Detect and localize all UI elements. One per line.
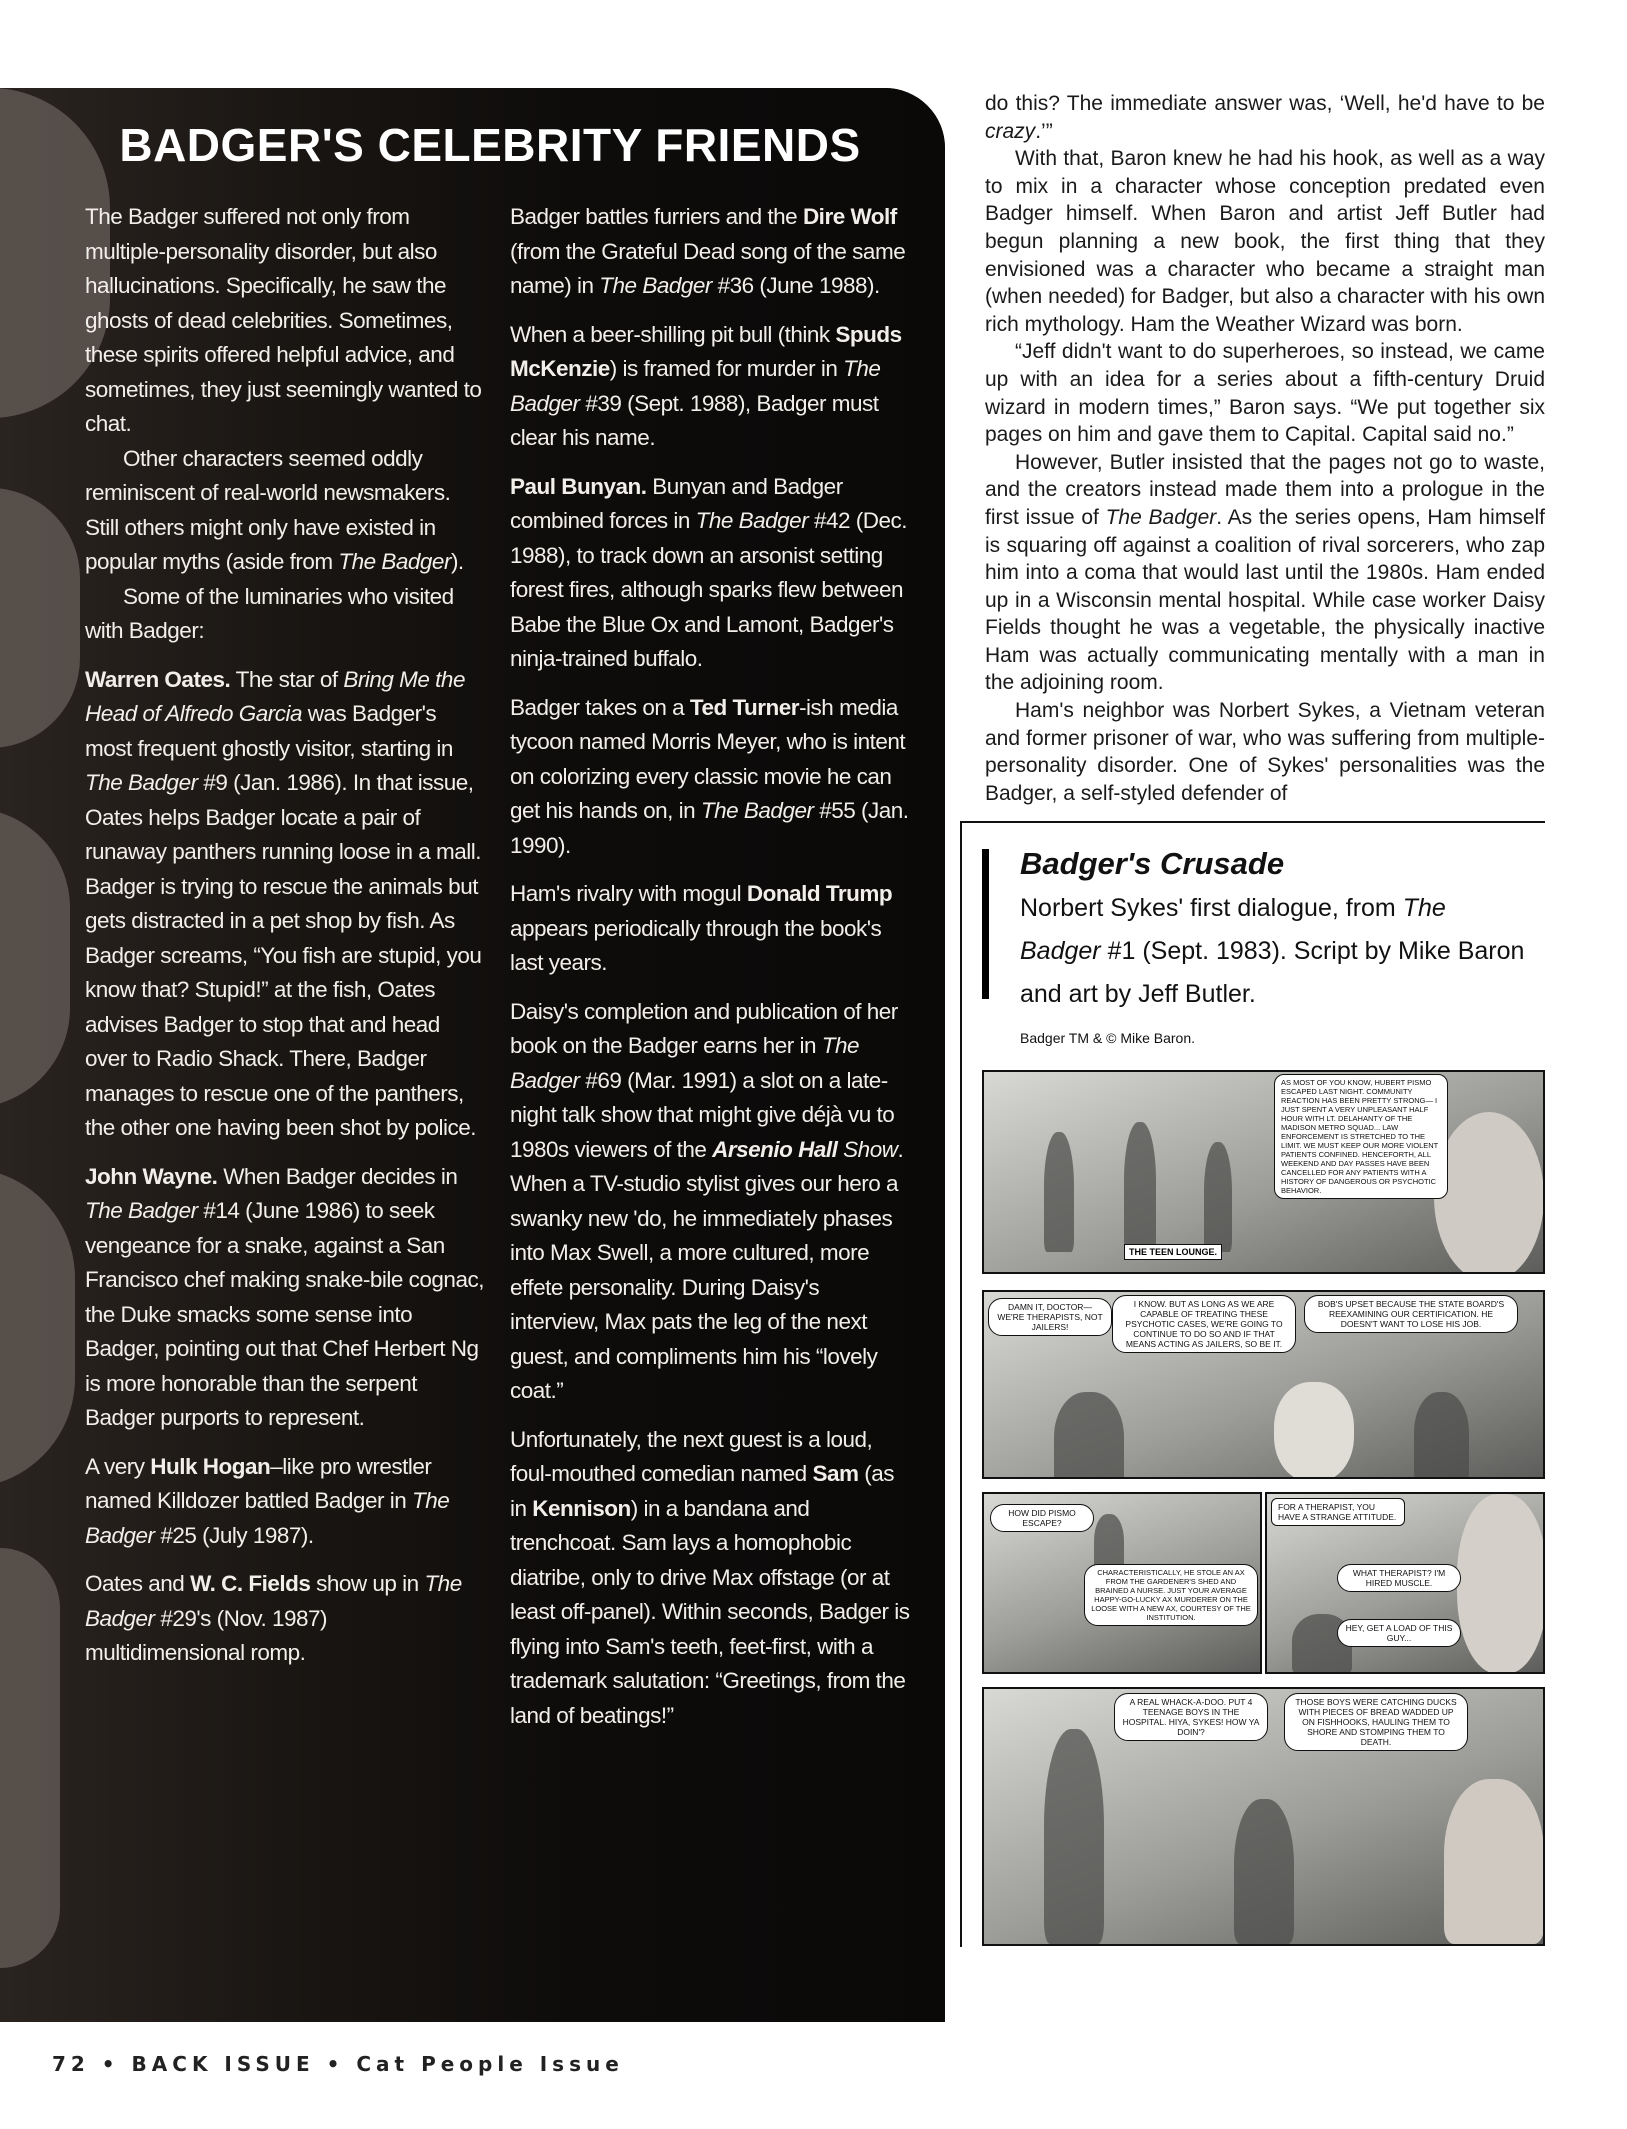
figure xyxy=(1274,1382,1354,1479)
text-run: ) in a bandana and trenchcoat. Sam lays a homophobic diatribe, only to drive Max offstage (or at least off-panel). Within seconds, Badger is flying into Sam's teeth, feet-first, with a trademark salutation: “Greetings, from the land of beatings!” xyxy=(510,1495,910,1728)
text-run: #69 (Mar. 1991) a slot on a late-night talk show that might give déjà vu to 1980s viewers of the xyxy=(510,1067,895,1162)
comic-panel-2 xyxy=(982,1290,1545,1479)
comic-panel-3 xyxy=(982,1492,1262,1674)
text-run: With that, Baron knew he had his hook, as well as a way to mix in a character whose conception predated even Badger himself. When Baron and artist Jeff Butler had begun planning a new book, the first thing that they envisioned was a character who became a straight man (when needed) for Badger, but also a character with his own rich mythology. Ham the Weather Wizard was born. xyxy=(985,147,1545,336)
italic-title: The Badger xyxy=(599,273,712,298)
italic-title: The Badger xyxy=(510,1033,860,1093)
comic-panel-4 xyxy=(1265,1492,1545,1674)
paragraph xyxy=(985,449,1545,697)
speech-balloon: HEY, GET A LOAD OF THIS GUY... xyxy=(1337,1619,1461,1647)
panel-caption: THE TEEN LOUNGE. xyxy=(1124,1244,1222,1260)
paragraph xyxy=(985,338,1545,448)
image-caption xyxy=(1020,841,1530,1046)
bold-name: Dire Wolf xyxy=(802,204,897,229)
right-column xyxy=(960,90,1545,1947)
text-run: Ham's rivalry with mogul xyxy=(510,881,747,906)
paragraph xyxy=(85,663,485,1146)
page-footer: 72 • BACK ISSUE • Cat People Issue xyxy=(52,2052,624,2076)
text-run: The star of xyxy=(230,666,344,692)
text-run: “Jeff didn't want to do superheroes, so instead, we came up with an idea for a series about a fifth-century Druid wizard in modern times,” Baron says. “We put together six pages on him and gave them to Capital. Capital said no.” xyxy=(985,340,1545,447)
text-run: Some of the luminaries who visited with Badger: xyxy=(85,583,454,643)
paragraph xyxy=(510,470,910,677)
doctor-face xyxy=(1434,1112,1544,1274)
paragraph xyxy=(510,877,910,981)
italic-title: Show xyxy=(837,1136,898,1162)
text-run: #14 (June 1986) to seek vengeance for a snake, against a San Francisco chef making snake-bile cognac, the Duke smacks some sense into Badger, pointing out that Chef Herbert Ng is more honorable than the serpent Badger purports to represent. xyxy=(85,1198,484,1430)
bold-name: Hulk Hogan xyxy=(150,1453,271,1479)
paragraph xyxy=(85,1567,485,1671)
figure xyxy=(1204,1142,1232,1252)
italic-title: The Badger xyxy=(700,798,814,823)
speech-balloon: HOW DID PISMO ESCAPE? xyxy=(990,1504,1094,1532)
italic-title: The Badger xyxy=(1105,505,1217,529)
body-text-column xyxy=(985,90,1545,807)
figure xyxy=(1054,1392,1124,1479)
text-run: When a beer-shilling pit bull (think xyxy=(510,321,836,347)
bold-name: John Wayne. xyxy=(85,1163,218,1189)
caption-description xyxy=(1020,887,1530,1016)
logo-letter-shape xyxy=(0,1548,60,1968)
bold-name: Paul Bunyan. xyxy=(510,473,647,499)
figure xyxy=(1234,1799,1294,1944)
paragraph xyxy=(985,90,1545,145)
text-run: However, Butler insisted that the pages not go to waste, and the creators instead made them into a prologue in the first issue of xyxy=(985,450,1545,529)
text-run: -ish media tycoon named Morris Meyer, who is intent on colorizing every classic movie he can get his hands on, in xyxy=(510,694,906,823)
text-run: When Badger decides in xyxy=(217,1163,458,1189)
sidebar-box xyxy=(960,821,1545,1947)
text-run: Bunyan and Badger combined forces in xyxy=(510,473,843,533)
text-run: #1 (Sept. 1983). Script by Mike Baron and art by Jeff Butler. xyxy=(1020,937,1525,1009)
text-run: Other characters seemed oddly reminiscent of real-world newsmakers. Still others might only have existed in popular myths (aside from xyxy=(85,445,451,574)
bold-name: Donald Trump xyxy=(746,881,893,906)
speech-balloon: I KNOW. BUT AS LONG AS WE ARE CAPABLE OF TREATING THESE PSYCHOTIC CASES, WE'RE GOING TO CONTINUE TO DO SO AND IF THAT MEANS ACTING AS JAILERS, SO BE IT. xyxy=(1112,1295,1296,1353)
bold-name: W. C. Fields xyxy=(190,1571,311,1596)
feature-title: BADGER'S CELEBRITY FRIENDS xyxy=(119,119,861,171)
bold-name: Sam xyxy=(812,1461,859,1486)
text-run: #39 (Sept. 1988), Badger must clear his name. xyxy=(510,390,879,450)
text-run: #42 (Dec. 1988), to track down an arsonist setting forest fires, although sparks flew between Babe the Blue Ox and Lamont, Badger's ninja-trained buffalo. xyxy=(510,508,907,671)
text-run: #9 (Jan. 1986). In that issue, Oates helps Badger locate a pair of runaway panthers running loose in a mall. Badger is trying to rescue the animals but gets distracted in a pet shop by fish. As Badger screams, “You fish are stupid, you know that? Stupid!” at the fish, Oates advises Badger to stop that and head over to Radio Shack. There, Badger manages to rescue one of the panthers, the other one having been shot by police. xyxy=(85,770,482,1140)
figure xyxy=(1124,1122,1156,1252)
figure xyxy=(1444,1779,1544,1944)
caption-title: Badger's Crusade xyxy=(1020,846,1285,882)
text-run: –like pro wrestler named Killdozer battled Badger in xyxy=(85,1453,432,1513)
caption-accent-bar xyxy=(982,849,989,999)
paragraph xyxy=(85,200,485,442)
paragraph xyxy=(85,580,485,649)
text-run: appears periodically through the book's last years. xyxy=(510,915,882,975)
text-run: Unfortunately, the next guest is a loud, foul-mouthed comedian named xyxy=(510,1426,873,1486)
text-run: #25 (July 1987). xyxy=(154,1522,314,1548)
paragraph xyxy=(510,200,910,304)
text-run: ). xyxy=(450,549,464,574)
text-run: A very xyxy=(85,1453,151,1479)
text-run: Norbert Sykes' first dialogue, from xyxy=(1020,894,1403,923)
italic-title: The Badger xyxy=(338,549,451,574)
text-run: Badger battles furriers and the xyxy=(510,204,803,229)
text-run: #55 (Jan. 1990). xyxy=(510,798,909,858)
speech-balloon: CHARACTERISTICALLY, HE STOLE AN AX FROM THE GARDENER'S SHED AND BRAINED A NURSE. JUST YOUR AVERAGE HAPPY-GO-LUCKY AX MURDERER ON THE LOOSE WITH A NEW AX, COURTESY OF THE INSTITUTION. xyxy=(1084,1564,1258,1626)
speech-balloon: BOB'S UPSET BECAUSE THE STATE BOARD'S REEXAMINING OUR CERTIFICATION. HE DOESN'T WANT TO LOSE HIS JOB. xyxy=(1304,1295,1518,1333)
copyright-credit: Badger TM & © Mike Baron. xyxy=(1020,1030,1196,1047)
italic-title: The Badger xyxy=(510,356,881,416)
comic-panel-1 xyxy=(982,1070,1545,1274)
italic-title: Bring Me the Head of Alfredo Garcia xyxy=(85,666,465,726)
text-run: Badger takes on a xyxy=(510,694,690,720)
text-run: #29's (Nov. 1987) multidimensional romp. xyxy=(85,1605,328,1665)
paragraph xyxy=(510,995,910,1409)
text-run: . When a TV-studio stylist gives our hero a swanky new 'do, he immediately phases into Max Swell, a more cultured, more effete personality. During Daisy's interview, Max pats the leg of the next guest, and compliments him his “lovely coat.” xyxy=(510,1136,904,1403)
speech-balloon: A REAL WHACK-A-DOO. PUT 4 TEENAGE BOYS IN THE HOSPITAL. HIYA, SYKES! HOW YA DOIN'? xyxy=(1114,1693,1268,1741)
comic-panel-5 xyxy=(982,1687,1545,1946)
bold-name: Ted Turner xyxy=(689,694,800,720)
text-run: do this? The immediate answer was, ‘Well, he'd have to be xyxy=(985,92,1545,115)
paragraph xyxy=(85,1450,485,1554)
paragraph xyxy=(510,691,910,864)
paragraph xyxy=(985,697,1545,807)
italic-title: The Badger xyxy=(695,508,809,533)
paragraph xyxy=(510,1423,910,1734)
bold-name: Arsenio Hall xyxy=(712,1136,838,1162)
paragraph xyxy=(985,145,1545,338)
figure xyxy=(1457,1494,1545,1674)
text-run: Oates and xyxy=(85,1571,191,1596)
text-run: #36 (June 1988). xyxy=(711,273,880,298)
text-run: Daisy's completion and publication of her book on the Badger earns her in xyxy=(510,998,898,1058)
feature-column-1 xyxy=(85,200,485,1685)
italic-title: The Badger xyxy=(85,770,198,795)
italic-title: crazy xyxy=(985,119,1036,143)
bold-name: Warren Oates. xyxy=(85,666,231,692)
text-run: . As the series opens, Ham himself is squaring off against a coalition of rival sorcerers, who zap him into a coma that would last until the 1980s. Ham ended up in a Wisconsin mental hospital. While case worker Daisy Fields thought he was a vegetable, the physically inactive Ham was actually communicating mentally with a man in the adjoining room. xyxy=(985,505,1545,695)
paragraph xyxy=(85,1160,485,1436)
speech-balloon: FOR A THERAPIST, YOU HAVE A STRANGE ATTITUDE. xyxy=(1271,1498,1405,1526)
bold-name: Kennison xyxy=(532,1495,631,1521)
speech-balloon: THOSE BOYS WERE CATCHING DUCKS WITH PIECES OF BREAD WADDED UP ON FISHHOOKS, HAULING THEM TO SHORE AND STOMPING THEM TO DEATH. xyxy=(1284,1693,1468,1751)
italic-title: The Badger xyxy=(85,1198,198,1223)
paragraph xyxy=(510,318,910,456)
text-run: (from the Grateful Dead song of the same name) in xyxy=(510,238,906,298)
italic-title: The Badger xyxy=(85,1488,450,1548)
speech-balloon: AS MOST OF YOU KNOW, HUBERT PISMO ESCAPED LAST NIGHT. COMMUNITY REACTION HAS BEEN PRETTY STRONG— I JUST SPENT A VERY UNPLEASANT HALF HOUR WITH LT. DELAHANTY OF THE MADISON METRO SQUAD... LAW ENFORCEMENT IS STRETCHED TO THE LIMIT. WE MUST KEEP OUR MORE VIOLENT PATIENTS CONFINED. HENCEFORTH, ALL WEEKEND AND DAY PASSES HAVE BEEN CANCELLED FOR ANY PATIENTS WITH A HISTORY OF DANGEROUS OR PSYCHOTIC BEHAVIOR. xyxy=(1274,1074,1448,1199)
speech-balloon: DAMN IT, DOCTOR— WE'RE THERAPISTS, NOT JAILERS! xyxy=(988,1298,1112,1336)
comic-page-image xyxy=(982,1070,1545,1947)
text-run: ) is framed for murder in xyxy=(609,356,844,381)
text-run: The Badger suffered not only from multiple-personality disorder, but also hallucinations. Specifically, he saw the ghosts of dead celebrities. Sometimes, these spirits offered helpful advice, and sometimes, they just seemingly wanted to chat. xyxy=(85,204,482,436)
italic-title: The Badger xyxy=(85,1571,462,1631)
figure xyxy=(1044,1132,1074,1252)
text-run: show up in xyxy=(310,1571,425,1596)
text-run: (as in xyxy=(510,1461,894,1521)
figure xyxy=(1044,1729,1104,1944)
text-run: .’” xyxy=(1035,119,1053,143)
text-run: Ham's neighbor was Norbert Sykes, a Vietnam veteran and former prisoner of war, who was suffering from multiple-personality disorder. One of Sykes' personalities was the Badger, a self-styled defender of xyxy=(985,699,1545,805)
italic-title: The Badger xyxy=(1020,894,1446,966)
speech-balloon: WHAT THERAPIST? I'M HIRED MUSCLE. xyxy=(1337,1564,1461,1592)
figure xyxy=(1414,1392,1469,1479)
paragraph xyxy=(85,442,485,580)
text-run: was Badger's most frequent ghostly visitor, starting in xyxy=(85,701,453,761)
feature-column-2 xyxy=(510,200,910,1747)
bold-name: Spuds McKenzie xyxy=(510,321,902,381)
